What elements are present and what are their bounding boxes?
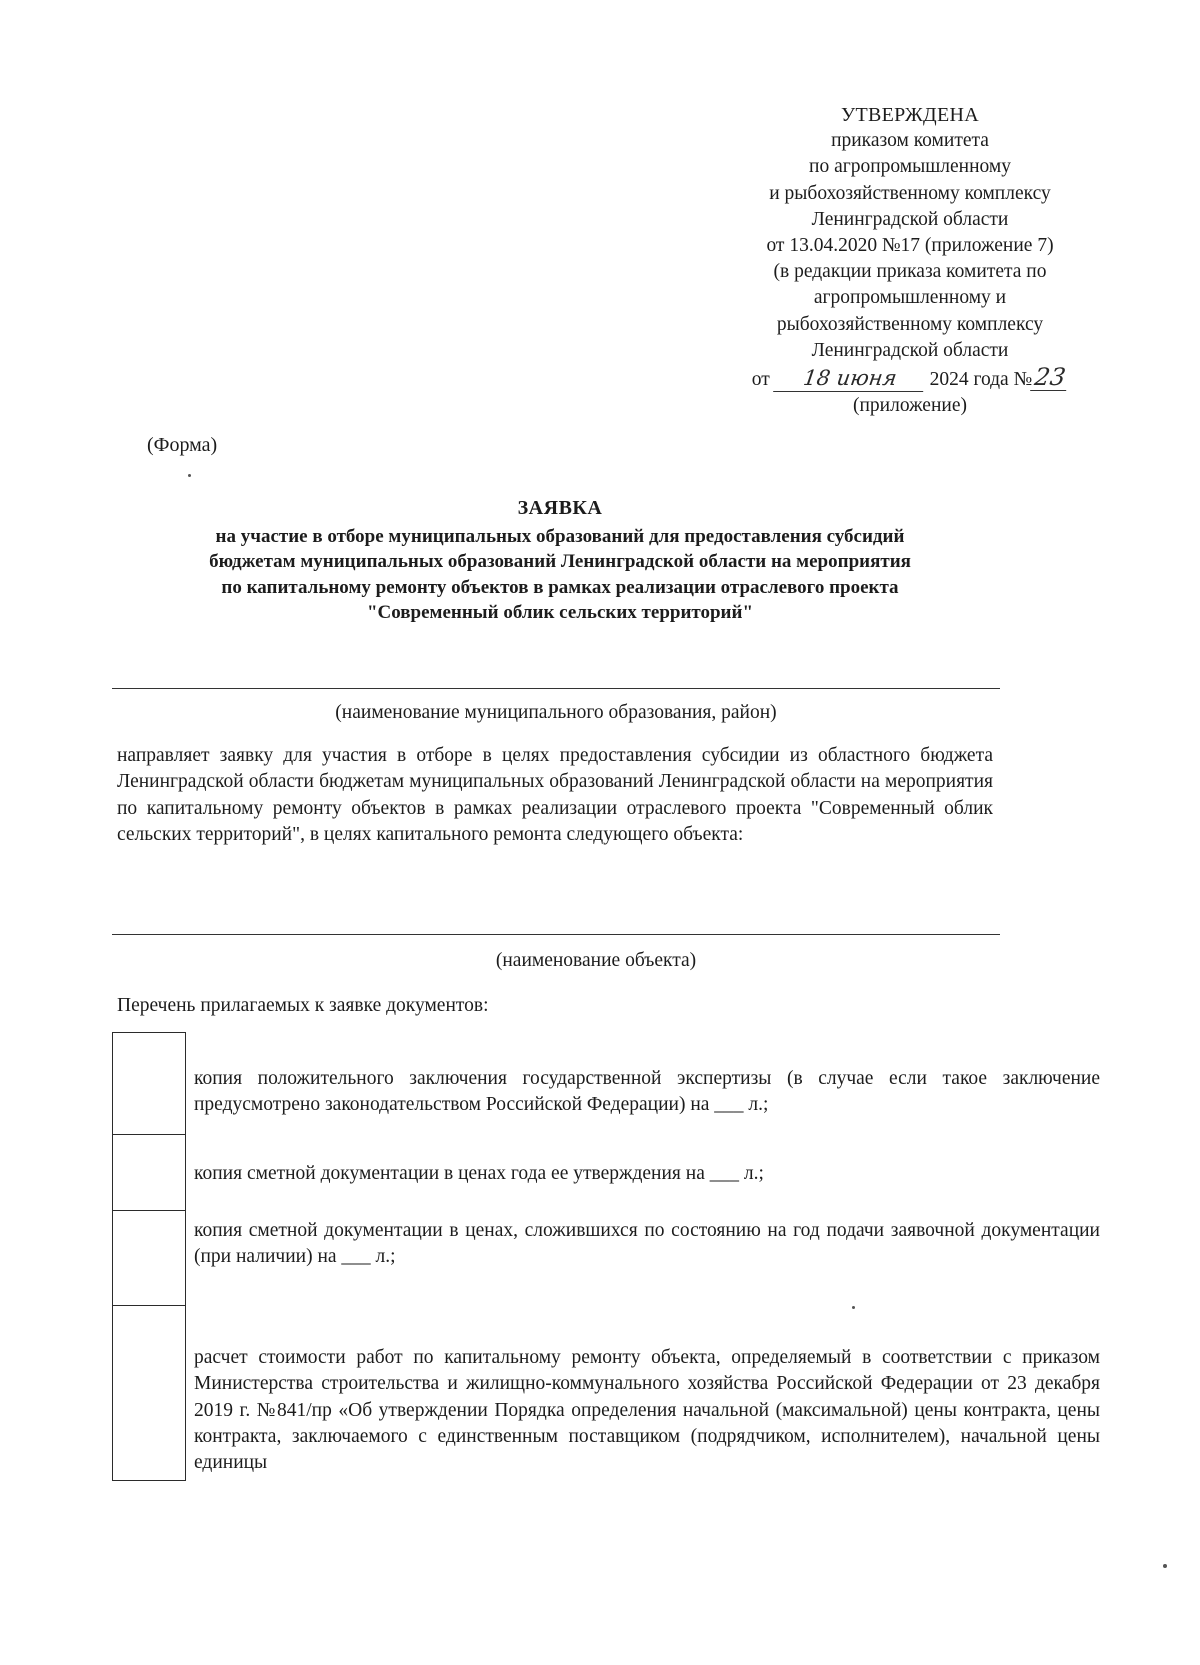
form-label: (Форма) bbox=[147, 434, 218, 456]
scan-speck bbox=[1163, 1564, 1167, 1568]
document-text: копия положительного заключения государственной экспертизы (в случае если такое заключение предусмотрено законодательством Российской Федерации) на ___ л.; bbox=[194, 1068, 1100, 1116]
title-line: на участие в отборе муниципальных образований для предоставления субсидий bbox=[215, 525, 905, 547]
document-row bbox=[112, 1305, 1100, 1481]
approval-line: по агропромышленному bbox=[809, 156, 1011, 178]
document-row bbox=[112, 1032, 1100, 1134]
year-text: 2024 года № bbox=[929, 369, 1033, 391]
document-text: копия сметной документации в ценах, сложившихся по состоянию на год подачи заявочной документации (при наличии) на ___ л.; bbox=[194, 1220, 1100, 1268]
title-line: бюджетам муниципальных образований Ленинградской области на мероприятия bbox=[209, 551, 911, 572]
municipality-fill-line[interactable] bbox=[112, 688, 1000, 689]
object-fill-line[interactable] bbox=[112, 934, 1000, 935]
body-paragraph: направляет заявку для участия в отборе в целях предоставления субсидии из областного бюджета Ленинградской области бюджетам муниципальных образований Ленинградской области на мероприятия по капитальному ремонту объектов в рамках реализации отраслевого проекта "Современный облик сельских территорий", в целях капитального ремонта следующего объекта: bbox=[117, 745, 993, 845]
approval-line: Ленинградской области bbox=[811, 208, 1009, 230]
approval-stamp-block bbox=[700, 102, 1120, 419]
approval-line: Ленинградской области bbox=[811, 339, 1009, 361]
document-checkbox[interactable] bbox=[112, 1134, 186, 1210]
approval-line: агропромышленному и bbox=[813, 287, 1007, 309]
approval-appendix: (приложение) bbox=[852, 395, 967, 417]
document-checkbox[interactable] bbox=[112, 1032, 186, 1134]
document-text: расчет стоимости работ по капитальному ремонту объекта, определяемый в соответствии с приказом Министерства строительства и жилищно-коммунального хозяйства Российской Федерации от 23 декабря 2019 г. №841/пр «Об утверждении Порядка определения начальной (максимальной) цены контракта, цены контракта, заключаемого с единственным поставщиком (подрядчиком, исполнителем), начальной цены единицы bbox=[194, 1347, 1100, 1474]
handwritten-date: 18 июня bbox=[773, 365, 927, 392]
approval-line: приказом комитета bbox=[831, 130, 989, 152]
approval-date-line bbox=[700, 364, 1120, 393]
municipality-caption: (наименование муниципального образования, район) bbox=[335, 702, 777, 723]
date-prefix: от bbox=[751, 369, 770, 391]
title-line: по капитальному ремонту объектов в рамках реализации отраслевого проекта bbox=[221, 576, 899, 598]
approval-line: и рыбохозяйственному комплексу bbox=[769, 182, 1051, 204]
document-checkbox[interactable] bbox=[112, 1210, 186, 1305]
approval-heading: УТВЕРЖДЕНА bbox=[840, 104, 980, 126]
documents-list-title: Перечень прилагаемых к заявке документов: bbox=[117, 995, 489, 1016]
scan-speck bbox=[188, 474, 191, 477]
object-caption: (наименование объекта) bbox=[495, 950, 697, 971]
document-checkbox[interactable] bbox=[112, 1305, 186, 1481]
title-line: "Современный облик сельских территорий" bbox=[366, 602, 753, 623]
document-text: копия сметной документации в ценах года ее утверждения на ___ л.; bbox=[194, 1163, 764, 1184]
approval-line: (в редакции приказа комитета по bbox=[773, 261, 1047, 283]
scan-speck bbox=[852, 1306, 855, 1309]
handwritten-number: 23 bbox=[1030, 364, 1070, 391]
approval-line: от 13.04.2020 №17 (приложение 7) bbox=[766, 235, 1054, 257]
document-title bbox=[110, 496, 1010, 626]
title-main: ЗАЯВКА bbox=[517, 497, 603, 519]
document-row bbox=[112, 1210, 1100, 1305]
approval-line: рыбохозяйственному комплексу bbox=[776, 313, 1044, 335]
document-row bbox=[112, 1134, 1100, 1210]
documents-checklist bbox=[112, 1032, 1100, 1481]
